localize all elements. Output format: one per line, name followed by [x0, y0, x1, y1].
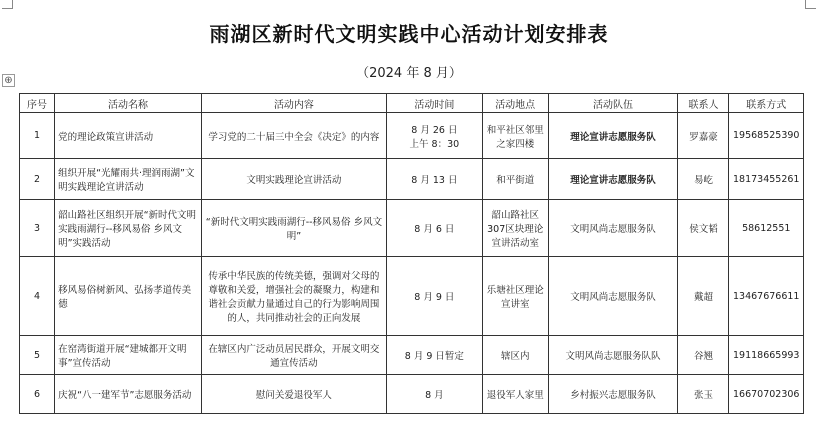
cell-activity-place: 退役军人家里: [482, 375, 548, 414]
header-activity-team: 活动队伍: [548, 94, 678, 113]
cell-activity-name: 在窑湾街道开展“建城都开文明事”宣传活动: [55, 336, 202, 375]
header-activity-content: 活动内容: [201, 94, 386, 113]
cell-activity-name: 庆祝“八一建军节”志愿服务活动: [55, 375, 202, 414]
cell-activity-team: 文明风尚志愿服务队队: [548, 336, 678, 375]
cell-activity-content: “新时代文明实践雨湖行--移风易俗 乡风文明”: [201, 200, 386, 257]
header-contact-person: 联系人: [678, 94, 729, 113]
cell-index: 5: [20, 336, 55, 375]
cell-contact-person: 易屹: [678, 159, 729, 200]
cell-activity-place: 韶山路社区307区块理论宣讲活动室: [482, 200, 548, 257]
cell-contact-person: 张玉: [678, 375, 729, 414]
table-header-row: [20, 94, 804, 113]
document-subtitle: （2024 年 8 月）: [356, 66, 462, 81]
cell-activity-time: 8 月: [386, 375, 482, 414]
page-corner-mark-left: [2, 0, 13, 9]
cell-activity-name: 韶山路社区组织开展“新时代文明实践雨湖行--移风易俗 乡风文明”实践活动: [55, 200, 202, 257]
cell-activity-team: 理论宣讲志愿服务队: [548, 159, 678, 200]
cell-activity-content: 学习党的二十届三中全会《决定》的内容: [201, 113, 386, 159]
cell-contact-phone: 13467676611: [729, 257, 804, 336]
cell-index: 6: [20, 375, 55, 414]
cell-activity-time: 8 月 6 日: [386, 200, 482, 257]
cell-activity-team: 理论宣讲志愿服务队: [548, 113, 678, 159]
cell-contact-phone: 58612551: [729, 200, 804, 257]
cell-activity-team: 文明风尚志愿服务队: [548, 257, 678, 336]
cell-index: 1: [20, 113, 55, 159]
cell-contact-phone: 19568525390: [729, 113, 804, 159]
table-row: [20, 159, 804, 200]
cell-activity-time: 8 月 9 日: [386, 257, 482, 336]
header-activity-name: 活动名称: [55, 94, 202, 113]
header-index: 序号: [20, 94, 55, 113]
table-row: [20, 113, 804, 159]
table-row: [20, 257, 804, 336]
table-move-handle-icon[interactable]: ⊕: [2, 74, 15, 87]
cell-activity-time: 8 月 13 日: [386, 159, 482, 200]
cell-contact-phone: 18173455261: [729, 159, 804, 200]
header-activity-place: 活动地点: [482, 94, 548, 113]
cell-index: 2: [20, 159, 55, 200]
cell-activity-team: 文明风尚志愿服务队: [548, 200, 678, 257]
cell-activity-time: 8 月 26 日 上午 8：30: [386, 113, 482, 159]
cell-index: 4: [20, 257, 55, 336]
cell-activity-content: 在辖区内广泛动员居民群众，开展文明交通宣传活动: [201, 336, 386, 375]
cell-activity-place: 乐塘社区理论宣讲室: [482, 257, 548, 336]
cell-contact-person: 侯文韬: [678, 200, 729, 257]
header-activity-time: 活动时间: [386, 94, 482, 113]
table-row: [20, 336, 804, 375]
cell-activity-name: 移风易俗树新风、弘扬孝道传美德: [55, 257, 202, 336]
cell-contact-person: 谷翘: [678, 336, 729, 375]
cell-activity-place: 辖区内: [482, 336, 548, 375]
page-corner-mark-right: [805, 0, 816, 9]
cell-activity-team: 乡村振兴志愿服务队: [548, 375, 678, 414]
table-row: [20, 200, 804, 257]
cell-activity-name: 党的理论政策宣讲活动: [55, 113, 202, 159]
cell-activity-name: 组织开展“光耀雨共·理润雨湖”文明实践理论宣讲活动: [55, 159, 202, 200]
cell-activity-place: 和平街道: [482, 159, 548, 200]
table-row: [20, 375, 804, 414]
document-title: 雨湖区新时代文明实践中心活动计划安排表: [209, 22, 609, 46]
cell-activity-content: 慰问关爱退役军人: [201, 375, 386, 414]
cell-index: 3: [20, 200, 55, 257]
activity-plan-table: [19, 93, 804, 414]
cell-activity-place: 和平社区邻里之家四楼: [482, 113, 548, 159]
cell-contact-phone: 19118665993: [729, 336, 804, 375]
cell-contact-person: 戴超: [678, 257, 729, 336]
cell-activity-content: 传承中华民族的传统美德，强调对父母的尊敬和关爱，增强社会的凝聚力，构建和谐社会贡献力量通过自己的行为影响周围的人，共同推动社会的正向发展: [201, 257, 386, 336]
header-contact-phone: 联系方式: [729, 94, 804, 113]
cell-activity-content: 文明实践理论宣讲活动: [201, 159, 386, 200]
cell-activity-time: 8 月 9 日暂定: [386, 336, 482, 375]
cell-contact-person: 罗嘉豪: [678, 113, 729, 159]
cell-contact-phone: 16670702306: [729, 375, 804, 414]
